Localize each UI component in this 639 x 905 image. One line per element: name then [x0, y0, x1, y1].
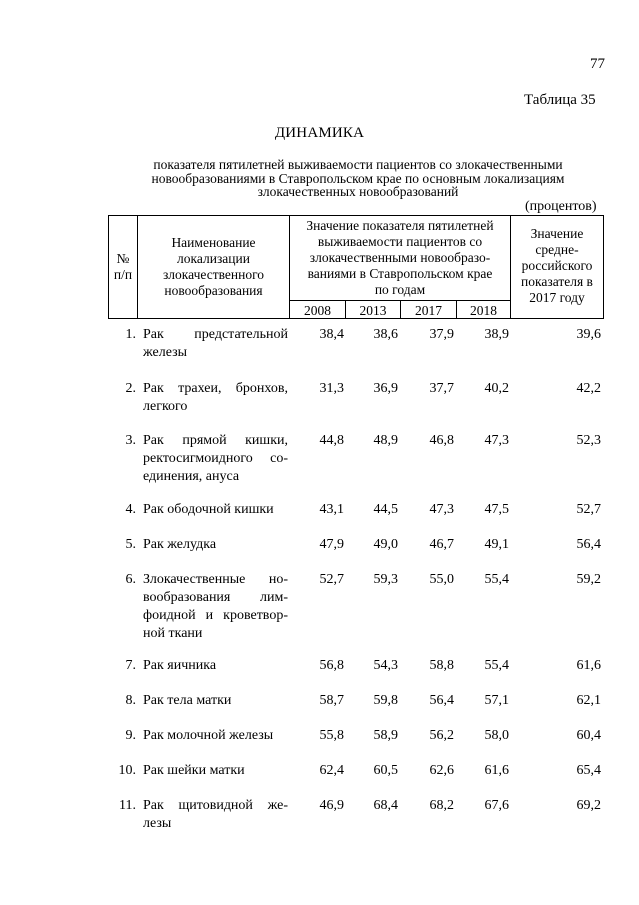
subtitle-line: злокачественных новообразований [257, 184, 459, 199]
row-number: 4. [125, 502, 136, 517]
row-localization-line: Рак ободочной кишки [143, 502, 274, 517]
row-localization-line: легкого [143, 399, 188, 414]
value-russia-2017: 52,3 [576, 433, 601, 448]
value-russia-2017: 42,2 [576, 381, 601, 396]
header-text: Значение [530, 226, 584, 241]
value-russia-2017: 65,4 [576, 763, 601, 778]
row-localization-line: фоидной и кроветвор- [143, 608, 288, 623]
year-2017: 2017 [415, 303, 442, 318]
year-2013: 2013 [359, 303, 387, 318]
header-text: № [116, 251, 130, 266]
row-number: 8. [125, 693, 136, 708]
value-2017: 56,4 [429, 693, 454, 708]
value-2017: 68,2 [429, 798, 454, 813]
value-russia-2017: 59,2 [576, 572, 601, 587]
row-localization-line: Рак яичника [143, 658, 217, 673]
value-2018: 58,0 [484, 728, 509, 743]
value-russia-2017: 62,1 [576, 693, 601, 708]
value-2008: 43,1 [319, 502, 344, 517]
row-localization-line: Рак трахеи, бронхов, [143, 381, 288, 396]
row-localization [143, 657, 288, 675]
value-2008: 56,8 [319, 658, 344, 673]
year-2018: 2018 [470, 303, 497, 318]
row-number: 2. [125, 381, 136, 396]
value-2018: 55,4 [484, 658, 509, 673]
row-localization-line: Рак прямой кишки, [143, 433, 288, 448]
row-localization-line: Злокачественные но- [143, 572, 288, 587]
value-2013: 49,0 [373, 537, 398, 552]
row-localization-line: железы [143, 345, 188, 360]
row-number: 7. [125, 658, 136, 673]
value-2018: 40,2 [484, 381, 509, 396]
value-2017: 58,8 [429, 658, 454, 673]
value-2017: 47,3 [429, 502, 454, 517]
subtitle-line: показателя пятилетней выживаемости пациентов со злокачественными [153, 157, 563, 172]
row-localization-line: Рак шейки матки [143, 763, 245, 778]
value-2008: 46,9 [319, 798, 344, 813]
header-russia [511, 226, 603, 306]
row-number: 6. [125, 572, 136, 587]
value-2018: 61,6 [484, 763, 509, 778]
value-2018: 49,1 [484, 537, 509, 552]
row-localization-line: ной ткани [143, 626, 203, 641]
row-localization [143, 692, 288, 710]
value-2018: 47,3 [484, 433, 509, 448]
document-title: ДИНАМИКА [274, 125, 365, 141]
header-text: 2017 году [529, 290, 585, 305]
value-2013: 60,5 [373, 763, 398, 778]
header-text: п/п [113, 267, 133, 282]
value-2018: 38,9 [484, 327, 509, 342]
row-localization [143, 797, 288, 833]
document-subtitle [108, 158, 608, 199]
header-text: злокачественного [162, 267, 265, 282]
value-2018: 57,1 [484, 693, 509, 708]
row-number: 1. [125, 327, 136, 342]
header-text: по годам [374, 282, 426, 297]
value-2013: 59,8 [373, 693, 398, 708]
row-number: 3. [125, 433, 136, 448]
subtitle-line: новообразованиями в Ставропольском крае по основным локализациям [151, 170, 565, 186]
row-localization-line: Рак щитовидной же- [143, 798, 288, 813]
row-localization [143, 762, 288, 780]
row-localization-line: Рак желудка [143, 537, 217, 552]
header-text: ваниями в Ставропольском крае [307, 266, 493, 281]
row-localization [143, 432, 288, 486]
row-localization-line: Рак молочной железы [143, 728, 274, 743]
value-2008: 62,4 [319, 763, 344, 778]
row-localization-line: ректосигмоидного со- [143, 451, 288, 466]
row-localization [143, 380, 288, 416]
value-2008: 44,8 [319, 433, 344, 448]
value-2017: 62,6 [429, 763, 454, 778]
header-text: новообразования [164, 283, 263, 298]
value-2013: 68,4 [373, 798, 398, 813]
row-localization-line: Рак тела матки [143, 693, 232, 708]
row-number: 10. [118, 763, 136, 778]
header-text: злокачественными новообразо- [309, 250, 491, 265]
value-russia-2017: 61,6 [576, 658, 601, 673]
value-2013: 54,3 [373, 658, 398, 673]
value-2013: 48,9 [373, 433, 398, 448]
value-russia-2017: 39,6 [576, 327, 601, 342]
page-number: 77 [590, 56, 605, 72]
header-text: выживаемости пациентов со [317, 234, 483, 249]
value-2008: 38,4 [319, 327, 344, 342]
value-2018: 47,5 [484, 502, 509, 517]
row-number: 5. [125, 537, 136, 552]
header-number [109, 251, 137, 283]
value-russia-2017: 52,7 [576, 502, 601, 517]
header-top-border [108, 215, 604, 216]
value-2008: 31,3 [319, 381, 344, 396]
table-label: Таблица 35 [524, 92, 596, 108]
header-region [290, 218, 510, 298]
header-text: Наименование [171, 235, 256, 250]
header-text: локализации [177, 251, 250, 266]
value-2017: 37,7 [429, 381, 454, 396]
value-2018: 67,6 [484, 798, 509, 813]
year-2008: 2008 [304, 303, 331, 318]
value-2017: 56,2 [429, 728, 454, 743]
value-2013: 44,5 [373, 502, 398, 517]
value-2017: 46,7 [429, 537, 454, 552]
row-localization-line: единения, ануса [143, 469, 240, 484]
row-localization [143, 536, 288, 554]
header-name [138, 235, 289, 299]
row-localization-line: вообразования лим- [143, 590, 288, 605]
value-2017: 55,0 [429, 572, 454, 587]
row-number: 9. [125, 728, 136, 743]
row-localization [143, 326, 288, 362]
value-russia-2017: 56,4 [576, 537, 601, 552]
header-text: Значение показателя пятилетней [306, 218, 494, 233]
header-text: средне- [535, 242, 579, 257]
value-2008: 58,7 [319, 693, 344, 708]
value-2013: 38,6 [373, 327, 398, 342]
units-label: (процентов) [525, 199, 597, 214]
value-2008: 55,8 [319, 728, 344, 743]
row-localization [143, 501, 288, 519]
value-2013: 58,9 [373, 728, 398, 743]
row-localization [143, 571, 288, 643]
header-text: российского [521, 258, 593, 273]
value-russia-2017: 69,2 [576, 798, 601, 813]
header-right-border [603, 215, 604, 319]
value-russia-2017: 60,4 [576, 728, 601, 743]
value-2008: 52,7 [319, 572, 344, 587]
header-text: показателя в [521, 274, 593, 289]
value-2017: 37,9 [429, 327, 454, 342]
row-localization [143, 727, 288, 745]
row-localization-line: Рак предстательной [143, 327, 288, 342]
value-2013: 59,3 [373, 572, 398, 587]
value-2013: 36,9 [373, 381, 398, 396]
row-localization-line: лезы [143, 816, 172, 831]
value-2018: 55,4 [484, 572, 509, 587]
row-number: 11. [119, 798, 136, 813]
value-2008: 47,9 [319, 537, 344, 552]
value-2017: 46,8 [429, 433, 454, 448]
